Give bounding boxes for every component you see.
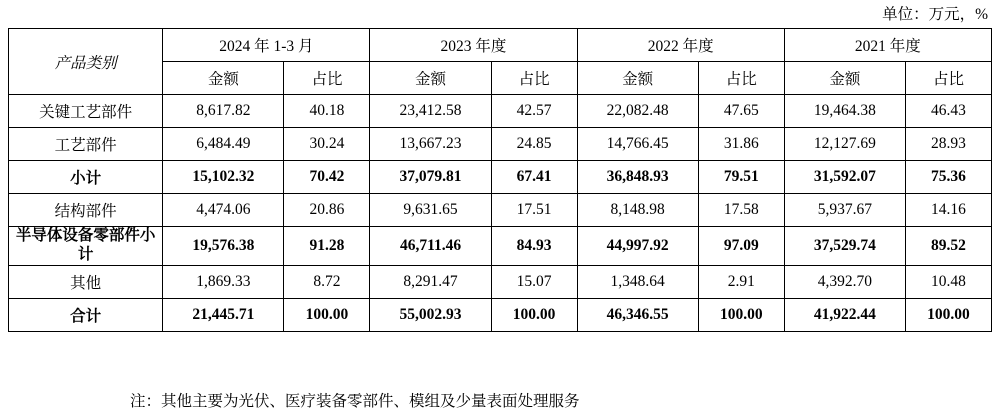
cell-ratio: 75.36 <box>905 161 991 194</box>
row-label: 半导体设备零部件小计 <box>9 227 163 266</box>
header-ratio-1: 占比 <box>491 62 577 95</box>
cell-amount: 5,937.67 <box>784 194 905 227</box>
cell-amount: 37,529.74 <box>784 227 905 266</box>
header-amount-0: 金额 <box>163 62 284 95</box>
unit-note: 单位：万元，% <box>882 6 988 23</box>
product-category-revenue-table <box>8 28 992 332</box>
table-row <box>9 128 992 161</box>
cell-amount: 13,667.23 <box>370 128 491 161</box>
cell-amount: 19,576.38 <box>163 227 284 266</box>
cell-amount: 14,766.45 <box>577 128 698 161</box>
cell-amount: 12,127.69 <box>784 128 905 161</box>
cell-amount: 19,464.38 <box>784 95 905 128</box>
row-label: 小计 <box>9 161 163 194</box>
header-amount-1: 金额 <box>370 62 491 95</box>
header-ratio-3: 占比 <box>905 62 991 95</box>
cell-ratio: 24.85 <box>491 128 577 161</box>
cell-amount: 1,869.33 <box>163 265 284 298</box>
cell-ratio: 28.93 <box>905 128 991 161</box>
table-row <box>9 194 992 227</box>
cell-amount: 15,102.32 <box>163 161 284 194</box>
cell-ratio: 40.18 <box>284 95 370 128</box>
cell-amount: 8,617.82 <box>163 95 284 128</box>
header-period-0: 2024 年 1-3 月 <box>163 29 370 62</box>
cell-amount: 4,392.70 <box>784 265 905 298</box>
cell-amount: 44,997.92 <box>577 227 698 266</box>
cell-amount: 36,848.93 <box>577 161 698 194</box>
cell-ratio: 10.48 <box>905 265 991 298</box>
cell-ratio: 100.00 <box>491 298 577 331</box>
cell-amount: 22,082.48 <box>577 95 698 128</box>
cell-amount: 4,474.06 <box>163 194 284 227</box>
header-amount-3: 金额 <box>784 62 905 95</box>
header-period-2: 2022 年度 <box>577 29 784 62</box>
table-head <box>9 29 992 95</box>
cell-amount: 8,291.47 <box>370 265 491 298</box>
cell-ratio: 20.86 <box>284 194 370 227</box>
cell-ratio: 30.24 <box>284 128 370 161</box>
header-period-1: 2023 年度 <box>370 29 577 62</box>
cell-amount: 46,711.46 <box>370 227 491 266</box>
cell-ratio: 2.91 <box>698 265 784 298</box>
cell-ratio: 100.00 <box>698 298 784 331</box>
row-label: 合计 <box>9 298 163 331</box>
cell-ratio: 84.93 <box>491 227 577 266</box>
header-ratio-2: 占比 <box>698 62 784 95</box>
cell-amount: 41,922.44 <box>784 298 905 331</box>
cell-ratio: 17.51 <box>491 194 577 227</box>
cell-amount: 1,348.64 <box>577 265 698 298</box>
cell-ratio: 17.58 <box>698 194 784 227</box>
table-row-subtotal <box>9 161 992 194</box>
cell-ratio: 47.65 <box>698 95 784 128</box>
header-amount-2: 金额 <box>577 62 698 95</box>
table-row <box>9 95 992 128</box>
cell-ratio: 70.42 <box>284 161 370 194</box>
cell-amount: 6,484.49 <box>163 128 284 161</box>
table-row-total <box>9 298 992 331</box>
cell-amount: 31,592.07 <box>784 161 905 194</box>
cell-ratio: 100.00 <box>284 298 370 331</box>
cell-ratio: 15.07 <box>491 265 577 298</box>
row-label: 工艺部件 <box>9 128 163 161</box>
row-label: 其他 <box>9 265 163 298</box>
cell-ratio: 67.41 <box>491 161 577 194</box>
cell-ratio: 97.09 <box>698 227 784 266</box>
table-header-row-periods <box>9 29 992 62</box>
row-label: 结构部件 <box>9 194 163 227</box>
header-category: 产品类别 <box>9 29 163 95</box>
cell-ratio: 14.16 <box>905 194 991 227</box>
cell-ratio: 42.57 <box>491 95 577 128</box>
header-period-3: 2021 年度 <box>784 29 991 62</box>
table-footnote: 注：其他主要为光伏、医疗装备零部件、模组及少量表面处理服务 <box>130 393 580 410</box>
cell-ratio: 89.52 <box>905 227 991 266</box>
row-label: 关键工艺部件 <box>9 95 163 128</box>
table-row <box>9 265 992 298</box>
cell-amount: 9,631.65 <box>370 194 491 227</box>
cell-amount: 23,412.58 <box>370 95 491 128</box>
cell-ratio: 91.28 <box>284 227 370 266</box>
cell-ratio: 8.72 <box>284 265 370 298</box>
header-ratio-0: 占比 <box>284 62 370 95</box>
cell-ratio: 100.00 <box>905 298 991 331</box>
cell-ratio: 46.43 <box>905 95 991 128</box>
cell-amount: 8,148.98 <box>577 194 698 227</box>
cell-amount: 46,346.55 <box>577 298 698 331</box>
table-row-subtotal <box>9 227 992 266</box>
table-body <box>9 95 992 332</box>
cell-amount: 55,002.93 <box>370 298 491 331</box>
cell-ratio: 79.51 <box>698 161 784 194</box>
cell-amount: 37,079.81 <box>370 161 491 194</box>
cell-amount: 21,445.71 <box>163 298 284 331</box>
cell-ratio: 31.86 <box>698 128 784 161</box>
